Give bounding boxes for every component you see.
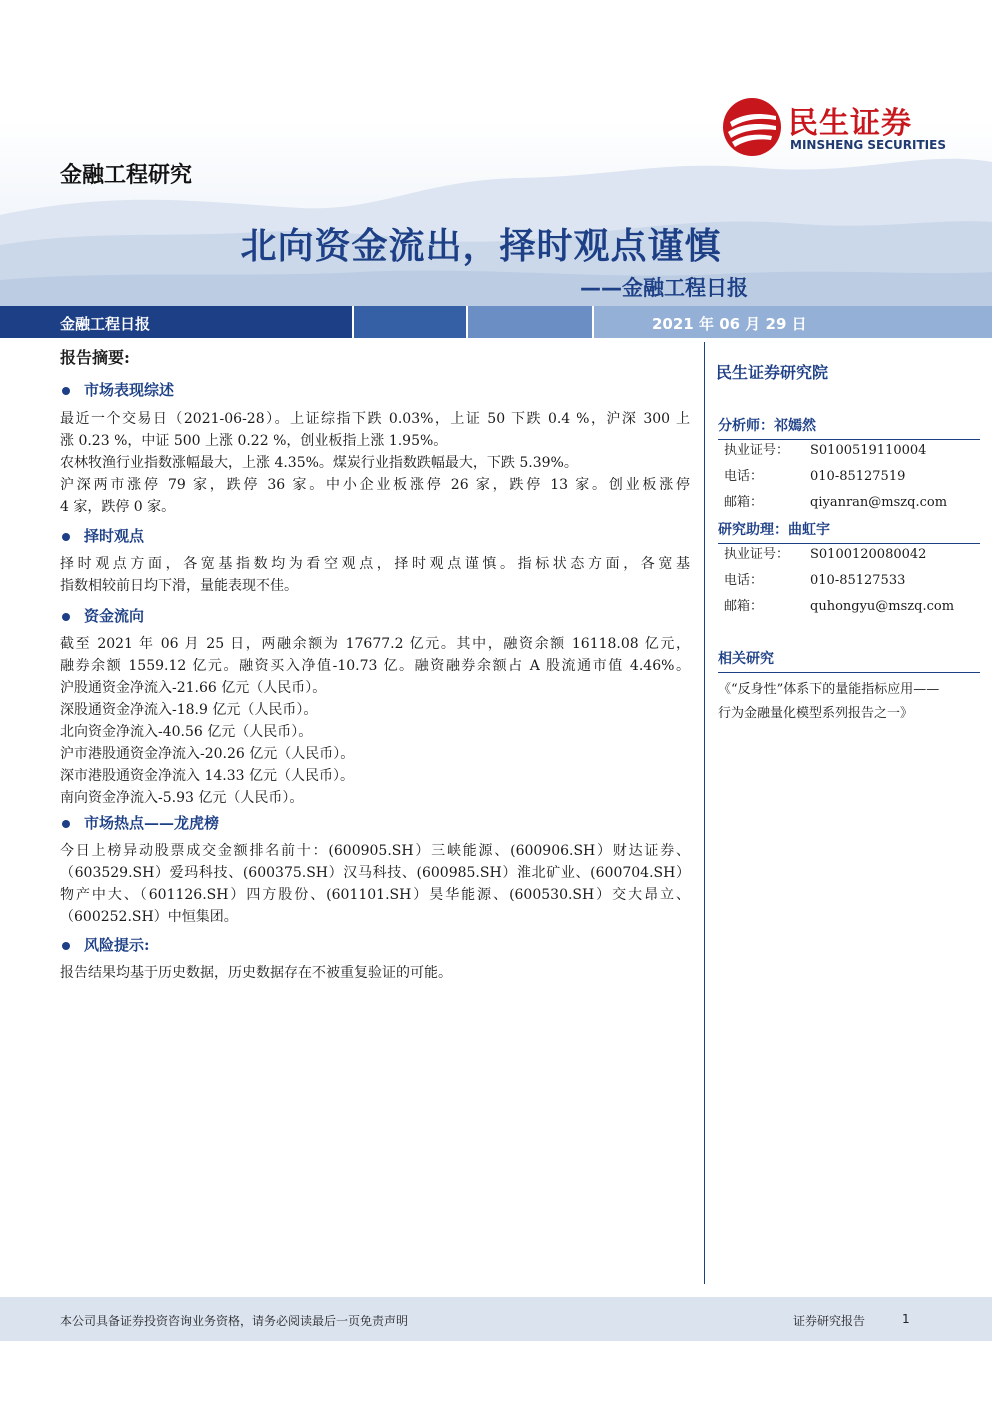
section-risk-title: 风险提示:: [60, 934, 150, 956]
analyst-email-link[interactable]: qiyanran@mszq.com: [810, 495, 948, 510]
minsheng-logo-icon: [722, 96, 782, 158]
footer-disclaimer: 本公司具备证券投资咨询业务资格，请务必阅读最后一页免责声明: [60, 1314, 409, 1328]
text-line: 沪股通资金净流入-21.66 亿元（人民币）。: [60, 680, 327, 696]
text-line: 择时观点方面，各宽基指数均为看空观点，择时观点谨慎。指标状态方面，各宽基: [60, 556, 690, 572]
text-line: （600252.SH）中恒集团。: [60, 909, 238, 925]
text-line: 截至 2021 年 06 月 25 日，两融余额为 17677.2 亿元。其中，融资余额 16118.08 亿元，: [60, 636, 690, 652]
bullet-icon: [62, 820, 70, 828]
text-line: 指数相较前日均下滑，量能表现不佳。: [60, 578, 298, 594]
assistant-phone-row: 电话： 010-85127533: [724, 573, 906, 588]
bullet-icon: [62, 942, 70, 950]
assistant-heading: 研究助理：曲虹宇: [718, 519, 980, 544]
text-line: 4 家，跌停 0 家。: [60, 499, 176, 515]
column-divider: [704, 342, 705, 1284]
section-market-body: [60, 408, 690, 518]
report-subtitle: ——金融工程日报: [580, 276, 748, 300]
text-line: 最近一个交易日（2021-06-28）。上证综指下跌 0.03%，上证 50 下跌 0.4 %，沪深 300 上: [60, 411, 690, 427]
summary-heading: 报告摘要:: [60, 348, 130, 367]
text-line: 沪市港股通资金净流入-20.26 亿元（人民币）。: [60, 746, 355, 762]
logo-name-cn: 民生证券: [788, 106, 912, 141]
text-line: 融券余额 1559.12 亿元。融资买入净值-10.73 亿。融资融券余额占 A 股流通市值 4.46%。: [60, 658, 690, 674]
section-hotspot-title: 市场热点——龙虎榜: [60, 812, 219, 834]
analyst-license-row: 执业证号： S0100519110004: [724, 443, 927, 458]
bullet-icon: [62, 533, 70, 541]
related-line: 《“反身性”体系下的量能指标应用——: [718, 682, 940, 697]
report-date: 2021 年 06 月 29 日: [652, 315, 807, 333]
logo-name-en: MINSHENG SECURITIES: [790, 138, 946, 152]
text-line: 涨 0.23 %，中证 500 上涨 0.22 %，创业板指上涨 1.95%。: [60, 433, 448, 449]
text-line: 农林牧渔行业指数涨幅最大，上涨 4.35%。煤炭行业指数跌幅最大，下跌 5.39%。: [60, 455, 578, 471]
band-report-type: 金融工程日报: [60, 315, 151, 333]
text-line: 物产中大、（601126.SH）四方股份、(601101.SH）昊华能源、(600530.SH）交大昂立、: [60, 887, 690, 903]
department-label: 金融工程研究: [60, 163, 193, 188]
related-line: 行为金融量化模型系列报告之一》: [718, 706, 914, 721]
text-line: 南向资金净流入-5.93 亿元（人民币）。: [60, 790, 304, 806]
institute-name: 民生证券研究院: [716, 363, 829, 382]
text-line: 深市港股通资金净流入 14.33 亿元（人民币）。: [60, 768, 354, 784]
related-research-item[interactable]: [718, 678, 980, 726]
analyst-heading: 分析师：祁嫣然: [718, 415, 980, 440]
text-line: 报告结果均基于历史数据，历史数据存在不被重复验证的可能。: [60, 965, 452, 981]
text-line: 北向资金净流入-40.56 亿元（人民币）。: [60, 724, 313, 740]
section-risk-body: [60, 962, 690, 984]
analyst-email-row[interactable]: 邮箱： qiyanran@mszq.com: [724, 495, 948, 510]
company-logo: [722, 96, 972, 158]
text-line: 今日上榜异动股票成交金额排名前十：(600905.SH）三峡能源、(600906.SH）财达证券、: [60, 843, 690, 859]
report-title: 北向资金流出，择时观点谨慎: [240, 226, 722, 267]
footer-report-type: 证券研究报告: [793, 1314, 866, 1328]
bullet-icon: [62, 613, 70, 621]
analyst-phone-row: 电话： 010-85127519: [724, 469, 906, 484]
bullet-icon: [62, 387, 70, 395]
assistant-email-row[interactable]: 邮箱： quhongyu@mszq.com: [724, 599, 955, 614]
section-funds-body: [60, 633, 690, 809]
section-timing-title: 择时观点: [60, 525, 144, 547]
page-number: 1: [902, 1312, 910, 1326]
text-line: 深股通资金净流入-18.9 亿元（人民币）。: [60, 702, 318, 718]
assistant-license-row: 执业证号： S0100120080042: [724, 547, 927, 562]
text-line: 沪深两市涨停 79 家，跌停 36 家。中小企业板涨停 26 家，跌停 13 家。创业板涨停: [60, 477, 690, 493]
section-market-title: 市场表现综述: [60, 379, 174, 401]
assistant-email-link[interactable]: quhongyu@mszq.com: [810, 599, 955, 614]
text-line: （603529.SH）爱玛科技、(600375.SH）汉马科技、(600985.SH）淮北矿业、(600704.SH）: [60, 865, 690, 881]
related-research-heading: 相关研究: [718, 648, 980, 673]
section-funds-title: 资金流向: [60, 605, 144, 627]
section-timing-body: [60, 553, 690, 597]
section-hotspot-body: [60, 840, 690, 928]
